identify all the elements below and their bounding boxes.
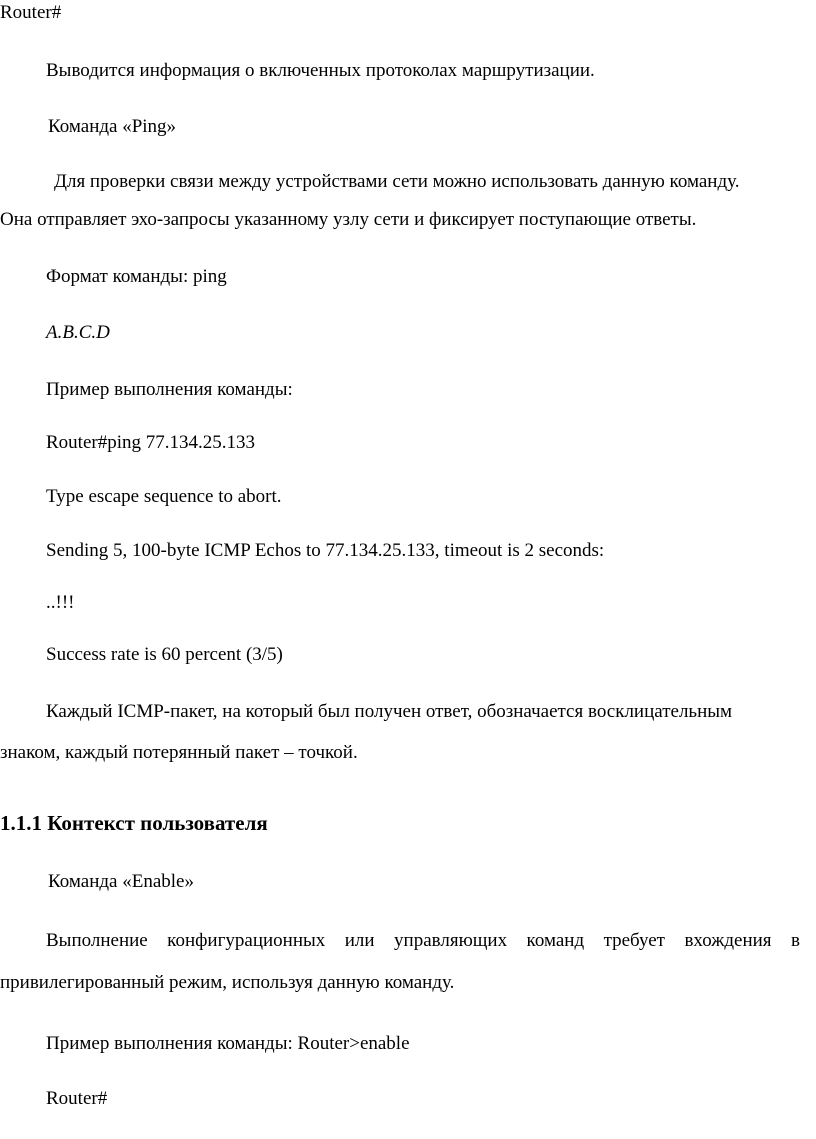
command-format-argument: A.B.C.D	[46, 322, 110, 343]
output-escape-sequence: Type escape sequence to abort.	[46, 486, 282, 507]
command-enable-title: Команда «Enable»	[48, 871, 194, 892]
paragraph-icmp-2: знаком, каждый потерянный пакет – точкой.	[0, 742, 358, 763]
paragraph-enable-2: привилегированный режим, используя данную команду.	[0, 972, 455, 993]
command-format: Формат команды: ping	[46, 266, 227, 287]
paragraph-enable-1: Выполнение конфигурационных или управляющих команд требует вхождения в	[46, 930, 800, 951]
paragraph-routing-info: Выводится информация о включенных протоколах маршрутизации.	[46, 60, 595, 81]
prompt-router-top: Router#	[0, 2, 62, 23]
example-label: Пример выполнения команды:	[46, 379, 293, 400]
paragraph-ping-desc-1: Для проверки связи между устройствами сети можно использовать данную команду.	[54, 171, 740, 192]
paragraph-ping-desc-2: Она отправляет эхо-запросы указанному узлу сети и фиксирует поступающие ответы.	[0, 209, 697, 230]
section-heading: 1.1.1 Контекст пользователя	[0, 811, 268, 835]
output-sending: Sending 5, 100-byte ICMP Echos to 77.134.25.133, timeout is 2 seconds:	[46, 540, 605, 561]
example-ping-command: Router#ping 77.134.25.133	[46, 432, 255, 453]
output-success-rate: Success rate is 60 percent (3/5)	[46, 644, 283, 665]
paragraph-icmp-1: Каждый ICMP-пакет, на который был получен ответ, обозначается восклицательным	[46, 701, 733, 722]
example-enable-command: Пример выполнения команды: Router>enable	[46, 1033, 410, 1054]
output-ping-results: ..!!!	[46, 592, 75, 613]
command-ping-title: Команда «Ping»	[48, 116, 177, 137]
prompt-router-bottom: Router#	[46, 1088, 108, 1109]
